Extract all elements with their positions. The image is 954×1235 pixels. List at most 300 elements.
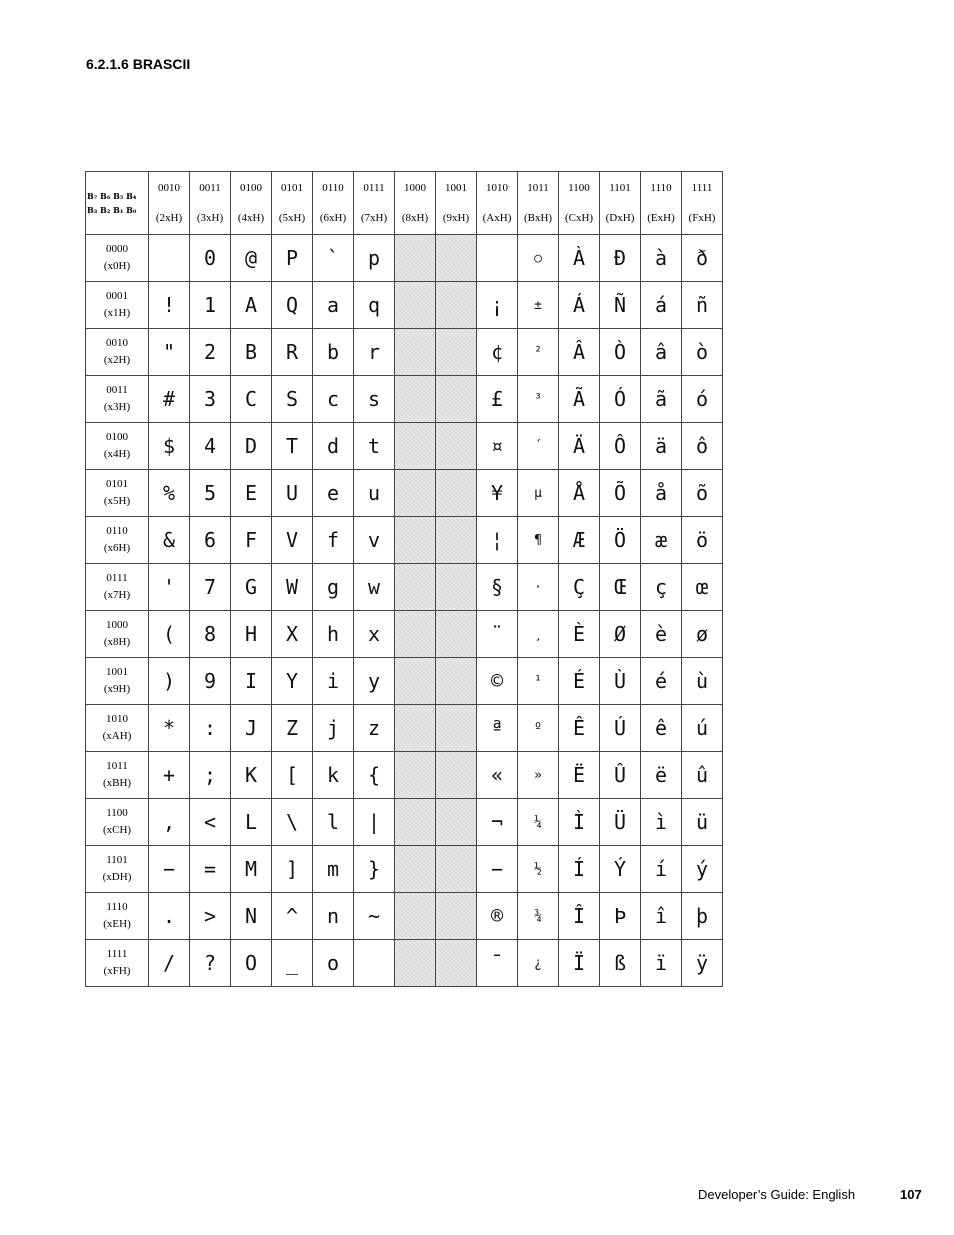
char-cell: é	[641, 658, 682, 705]
column-bits: 0011	[199, 182, 221, 194]
char-cell: m	[313, 846, 354, 893]
char-cell: v	[354, 517, 395, 564]
column-header	[190, 172, 231, 235]
row-hex: (x6H)	[103, 542, 131, 554]
row-header	[86, 611, 149, 658]
reserved-cell	[395, 846, 436, 893]
header-row	[86, 172, 723, 235]
reserved-cell	[395, 705, 436, 752]
char-cell: §	[477, 564, 518, 611]
reserved-cell	[436, 658, 477, 705]
row-hex: (x5H)	[103, 495, 131, 507]
char-cell: y	[354, 658, 395, 705]
char-cell: %	[149, 470, 190, 517]
reserved-cell	[436, 235, 477, 282]
char-cell: t	[354, 423, 395, 470]
reserved-cell	[436, 799, 477, 846]
char-cell: |	[354, 799, 395, 846]
char-cell: <	[190, 799, 231, 846]
column-hex: (2xH)	[155, 212, 183, 224]
char-cell: C	[231, 376, 272, 423]
char-cell: \	[272, 799, 313, 846]
row-bits: 1010	[106, 713, 128, 725]
char-cell: ò	[682, 329, 723, 376]
char-cell: Ô	[600, 423, 641, 470]
reserved-cell	[436, 893, 477, 940]
column-bits: 1010	[486, 182, 508, 194]
char-cell: −	[477, 846, 518, 893]
char-cell: ¥	[477, 470, 518, 517]
reserved-cell	[395, 940, 436, 987]
column-hex: (FxH)	[688, 212, 716, 224]
table-row	[86, 564, 723, 611]
reserved-cell	[436, 611, 477, 658]
char-cell: /	[149, 940, 190, 987]
char-cell: $	[149, 423, 190, 470]
char-cell: Å	[559, 470, 600, 517]
row-bits: 1001	[106, 666, 128, 678]
char-cell: Ò	[600, 329, 641, 376]
char-cell: !	[149, 282, 190, 329]
reserved-cell	[395, 799, 436, 846]
column-hex: (7xH)	[360, 212, 388, 224]
char-cell: U	[272, 470, 313, 517]
char-cell: Ç	[559, 564, 600, 611]
column-header	[641, 172, 682, 235]
char-cell: r	[354, 329, 395, 376]
char-cell: ë	[641, 752, 682, 799]
char-cell: ñ	[682, 282, 723, 329]
row-header	[86, 470, 149, 517]
char-cell: À	[559, 235, 600, 282]
char-cell: ¾	[518, 893, 559, 940]
row-header	[86, 846, 149, 893]
row-hex: (x2H)	[103, 354, 131, 366]
char-cell: â	[641, 329, 682, 376]
char-cell: Î	[559, 893, 600, 940]
row-bits: 0101	[106, 478, 128, 490]
char-cell: ý	[682, 846, 723, 893]
reserved-cell	[395, 752, 436, 799]
char-cell: Y	[272, 658, 313, 705]
char-cell: A	[231, 282, 272, 329]
char-cell: _	[272, 940, 313, 987]
char-cell: =	[190, 846, 231, 893]
table-row	[86, 329, 723, 376]
row-bits: 0100	[106, 431, 128, 443]
char-cell: æ	[641, 517, 682, 564]
table-row	[86, 846, 723, 893]
char-cell: Û	[600, 752, 641, 799]
column-header	[559, 172, 600, 235]
char-cell: ð	[682, 235, 723, 282]
char-cell: s	[354, 376, 395, 423]
row-bits: 0111	[106, 572, 128, 584]
reserved-cell	[395, 893, 436, 940]
char-cell: M	[231, 846, 272, 893]
char-cell: Á	[559, 282, 600, 329]
char-cell: í	[641, 846, 682, 893]
char-cell: º	[518, 705, 559, 752]
char-cell: µ	[518, 470, 559, 517]
char-cell: Õ	[600, 470, 641, 517]
reserved-cell	[436, 329, 477, 376]
char-cell: 1	[190, 282, 231, 329]
char-cell: È	[559, 611, 600, 658]
row-hex: (x9H)	[103, 683, 131, 695]
char-cell: )	[149, 658, 190, 705]
reserved-cell	[436, 846, 477, 893]
char-cell: >	[190, 893, 231, 940]
row-bits: 0010	[106, 337, 128, 349]
reserved-cell	[395, 658, 436, 705]
char-cell: ,	[149, 799, 190, 846]
char-cell: Ñ	[600, 282, 641, 329]
column-bits: 0100	[240, 182, 262, 194]
column-header	[272, 172, 313, 235]
table-row	[86, 893, 723, 940]
char-cell: Ã	[559, 376, 600, 423]
char-cell: É	[559, 658, 600, 705]
row-header	[86, 752, 149, 799]
row-bits: 1011	[106, 760, 128, 772]
char-cell	[149, 235, 190, 282]
char-cell: c	[313, 376, 354, 423]
char-cell: û	[682, 752, 723, 799]
char-cell: K	[231, 752, 272, 799]
reserved-cell	[395, 235, 436, 282]
reserved-cell	[395, 517, 436, 564]
column-bits: 1000	[404, 182, 426, 194]
char-cell: œ	[682, 564, 723, 611]
char-cell: ì	[641, 799, 682, 846]
column-bits: 1100	[568, 182, 590, 194]
column-header	[600, 172, 641, 235]
char-cell: g	[313, 564, 354, 611]
reserved-cell	[395, 470, 436, 517]
char-cell: S	[272, 376, 313, 423]
column-hex: (CxH)	[564, 212, 594, 224]
char-cell: W	[272, 564, 313, 611]
section-heading: 6.2.1.6 BRASCII	[86, 56, 191, 72]
char-cell: i	[313, 658, 354, 705]
char-cell: ]	[272, 846, 313, 893]
char-cell: x	[354, 611, 395, 658]
column-hex: (6xH)	[319, 212, 347, 224]
char-cell: ±	[518, 282, 559, 329]
char-cell: '	[149, 564, 190, 611]
char-cell: d	[313, 423, 354, 470]
column-bits: 1110	[650, 182, 672, 194]
row-bits: 1101	[106, 854, 128, 866]
char-cell: a	[313, 282, 354, 329]
char-cell: Ì	[559, 799, 600, 846]
char-cell: ï	[641, 940, 682, 987]
row-header	[86, 658, 149, 705]
char-cell: q	[354, 282, 395, 329]
char-cell: ¯	[477, 940, 518, 987]
row-header	[86, 799, 149, 846]
row-bits: 0011	[106, 384, 128, 396]
column-bits: 0010	[158, 182, 180, 194]
column-header	[518, 172, 559, 235]
table-row	[86, 940, 723, 987]
row-header	[86, 423, 149, 470]
table-row	[86, 752, 723, 799]
table-row	[86, 658, 723, 705]
char-cell: Ü	[600, 799, 641, 846]
row-header	[86, 376, 149, 423]
reserved-cell	[395, 282, 436, 329]
char-cell: Ä	[559, 423, 600, 470]
char-cell: l	[313, 799, 354, 846]
char-cell: :	[190, 705, 231, 752]
row-header	[86, 235, 149, 282]
char-cell: ã	[641, 376, 682, 423]
char-cell	[477, 235, 518, 282]
char-cell: Ù	[600, 658, 641, 705]
table-row	[86, 423, 723, 470]
char-cell: Ï	[559, 940, 600, 987]
char-cell: H	[231, 611, 272, 658]
row-bits: 0000	[106, 243, 128, 255]
char-cell	[354, 940, 395, 987]
char-cell: Ö	[600, 517, 641, 564]
char-cell: 4	[190, 423, 231, 470]
row-hex: (xBH)	[102, 777, 132, 789]
page-number: 107	[900, 1187, 922, 1202]
char-cell: ç	[641, 564, 682, 611]
column-header	[682, 172, 723, 235]
char-cell: ¼	[518, 799, 559, 846]
char-cell: Ó	[600, 376, 641, 423]
char-cell: ä	[641, 423, 682, 470]
reserved-cell	[436, 470, 477, 517]
char-cell: V	[272, 517, 313, 564]
char-cell: Œ	[600, 564, 641, 611]
char-cell: ○	[518, 235, 559, 282]
row-bits: 1100	[106, 807, 128, 819]
char-cell: ¤	[477, 423, 518, 470]
bit-order-corner	[86, 172, 149, 235]
char-cell: G	[231, 564, 272, 611]
char-cell: 2	[190, 329, 231, 376]
char-cell: «	[477, 752, 518, 799]
char-cell: å	[641, 470, 682, 517]
row-bits: 1000	[106, 619, 128, 631]
char-cell: ø	[682, 611, 723, 658]
row-hex: (x0H)	[103, 260, 131, 272]
char-cell: ú	[682, 705, 723, 752]
column-header	[477, 172, 518, 235]
row-hex: (xCH)	[102, 824, 132, 836]
char-cell: Q	[272, 282, 313, 329]
column-hex: (AxH)	[482, 212, 512, 224]
char-cell: e	[313, 470, 354, 517]
char-cell: w	[354, 564, 395, 611]
char-cell: h	[313, 611, 354, 658]
reserved-cell	[436, 282, 477, 329]
char-cell: Â	[559, 329, 600, 376]
reserved-cell	[395, 376, 436, 423]
char-cell: E	[231, 470, 272, 517]
reserved-cell	[436, 423, 477, 470]
char-cell: 0	[190, 235, 231, 282]
table-row	[86, 517, 723, 564]
row-hex: (x3H)	[103, 401, 131, 413]
row-header	[86, 705, 149, 752]
char-cell: f	[313, 517, 354, 564]
char-cell: ¢	[477, 329, 518, 376]
char-cell: þ	[682, 893, 723, 940]
char-cell: ©	[477, 658, 518, 705]
row-hex: (xFH)	[103, 965, 131, 977]
column-header	[436, 172, 477, 235]
reserved-cell	[436, 564, 477, 611]
row-bits: 1110	[106, 901, 128, 913]
row-bits: 0001	[106, 290, 128, 302]
char-cell: ê	[641, 705, 682, 752]
reserved-cell	[395, 564, 436, 611]
row-hex: (x1H)	[103, 307, 131, 319]
char-cell: ô	[682, 423, 723, 470]
char-cell: j	[313, 705, 354, 752]
char-cell: ö	[682, 517, 723, 564]
char-cell: á	[641, 282, 682, 329]
reserved-cell	[436, 940, 477, 987]
row-bits: 1111	[106, 948, 128, 960]
char-cell: ;	[190, 752, 231, 799]
row-hex: (x7H)	[103, 589, 131, 601]
column-header	[149, 172, 190, 235]
char-cell: ¨	[477, 611, 518, 658]
char-cell: ¬	[477, 799, 518, 846]
column-bits: 0111	[363, 182, 385, 194]
char-cell: "	[149, 329, 190, 376]
column-header	[354, 172, 395, 235]
char-cell: »	[518, 752, 559, 799]
char-cell: ÿ	[682, 940, 723, 987]
char-cell: 6	[190, 517, 231, 564]
char-cell: ¸	[518, 611, 559, 658]
char-cell: J	[231, 705, 272, 752]
char-cell: ¦	[477, 517, 518, 564]
char-cell: î	[641, 893, 682, 940]
reserved-cell	[436, 517, 477, 564]
char-cell: N	[231, 893, 272, 940]
reserved-cell	[436, 752, 477, 799]
char-cell: −	[149, 846, 190, 893]
char-cell: B	[231, 329, 272, 376]
char-cell: D	[231, 423, 272, 470]
table-row	[86, 705, 723, 752]
corner-low-bits: B₃ B₂ B₁ B₀	[87, 205, 137, 215]
column-hex: (4xH)	[237, 212, 265, 224]
row-hex: (xAH)	[102, 730, 132, 742]
column-hex: (8xH)	[401, 212, 429, 224]
column-hex: (9xH)	[442, 212, 470, 224]
char-cell: 3	[190, 376, 231, 423]
char-cell: Ê	[559, 705, 600, 752]
char-cell: u	[354, 470, 395, 517]
table-row	[86, 376, 723, 423]
column-header	[313, 172, 354, 235]
char-cell: ¿	[518, 940, 559, 987]
column-bits: 1001	[445, 182, 467, 194]
column-hex: (DxH)	[605, 212, 635, 224]
char-cell: }	[354, 846, 395, 893]
char-cell: o	[313, 940, 354, 987]
row-hex: (xEH)	[103, 918, 131, 930]
char-cell: b	[313, 329, 354, 376]
reserved-cell	[395, 611, 436, 658]
row-hex: (xDH)	[102, 871, 132, 883]
table-row	[86, 470, 723, 517]
char-cell: O	[231, 940, 272, 987]
char-cell: Í	[559, 846, 600, 893]
char-cell: [	[272, 752, 313, 799]
char-cell: ½	[518, 846, 559, 893]
char-cell: F	[231, 517, 272, 564]
char-cell: n	[313, 893, 354, 940]
char-cell: Ú	[600, 705, 641, 752]
column-hex: (3xH)	[196, 212, 224, 224]
char-cell: ¡	[477, 282, 518, 329]
char-cell: R	[272, 329, 313, 376]
char-cell: k	[313, 752, 354, 799]
char-cell: Ð	[600, 235, 641, 282]
char-cell: ^	[272, 893, 313, 940]
char-cell: Ý	[600, 846, 641, 893]
char-cell: Z	[272, 705, 313, 752]
char-cell: 9	[190, 658, 231, 705]
char-cell: £	[477, 376, 518, 423]
char-cell: ~	[354, 893, 395, 940]
char-cell: à	[641, 235, 682, 282]
char-cell: T	[272, 423, 313, 470]
char-cell: ª	[477, 705, 518, 752]
char-cell: 8	[190, 611, 231, 658]
char-cell: 7	[190, 564, 231, 611]
char-cell: õ	[682, 470, 723, 517]
char-cell: .	[149, 893, 190, 940]
table-row	[86, 799, 723, 846]
char-cell: z	[354, 705, 395, 752]
row-header	[86, 564, 149, 611]
char-cell: (	[149, 611, 190, 658]
char-cell: X	[272, 611, 313, 658]
char-cell: P	[272, 235, 313, 282]
char-cell: ®	[477, 893, 518, 940]
char-cell: Ë	[559, 752, 600, 799]
reserved-cell	[436, 705, 477, 752]
column-hex: (5xH)	[278, 212, 306, 224]
char-cell: *	[149, 705, 190, 752]
column-bits: 1111	[691, 182, 713, 194]
char-cell: {	[354, 752, 395, 799]
column-header	[231, 172, 272, 235]
char-cell: `	[313, 235, 354, 282]
char-cell: @	[231, 235, 272, 282]
reserved-cell	[395, 329, 436, 376]
column-bits: 1011	[527, 182, 549, 194]
char-cell: I	[231, 658, 272, 705]
row-header	[86, 940, 149, 987]
column-bits: 0110	[322, 182, 344, 194]
char-cell: p	[354, 235, 395, 282]
footer-guide-title: Developer’s Guide: English	[698, 1187, 856, 1202]
column-header	[395, 172, 436, 235]
